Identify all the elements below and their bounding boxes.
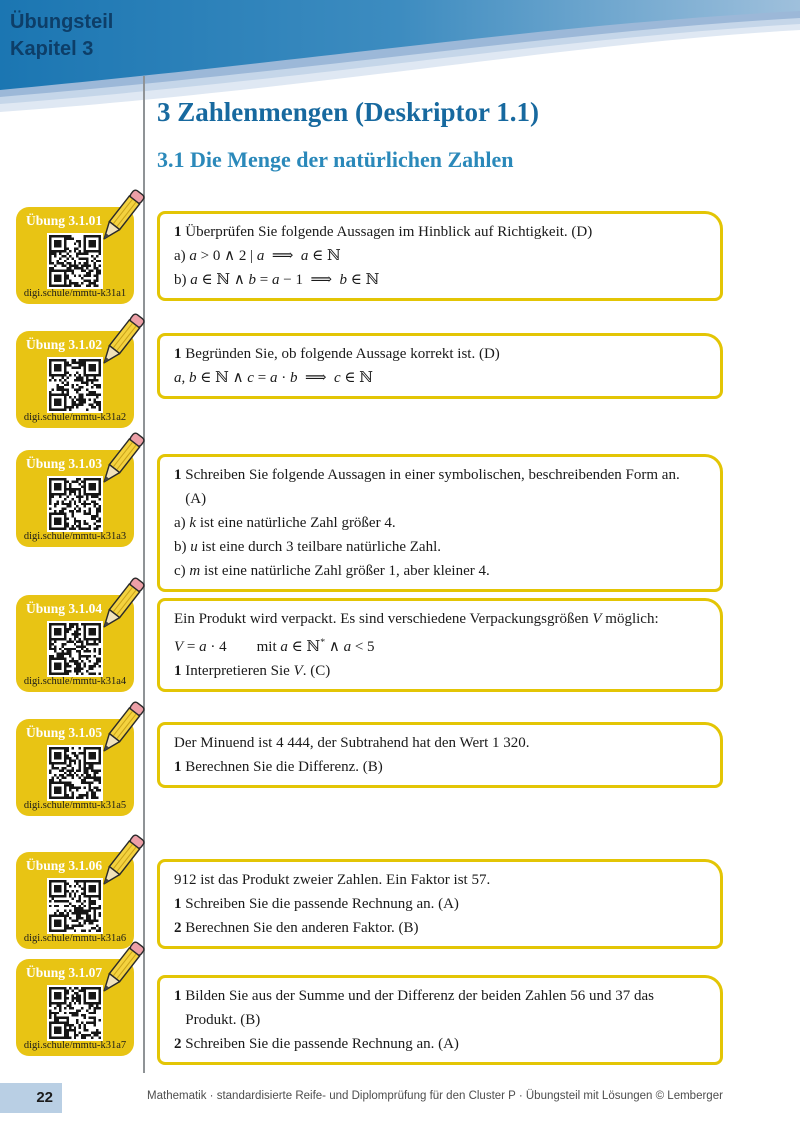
exercise-card: [16, 450, 134, 547]
exercise-box: [157, 454, 723, 592]
exercise-card-label: Übung 3.1.02: [26, 337, 103, 352]
text-segment: ∧: [325, 639, 344, 655]
exercise-box: [157, 722, 723, 788]
text-segment: c: [333, 370, 341, 386]
exercise-text-line: [174, 868, 706, 892]
qr-code[interactable]: [49, 235, 101, 287]
eyebrow-line-2: Kapitel 3: [10, 38, 94, 60]
exercise-card: [16, 959, 134, 1056]
text-segment: ist eine durch 3 teilbare natürliche Zahl.: [197, 539, 441, 555]
exercise-text-line: [174, 342, 706, 366]
text-segment: =: [256, 272, 273, 288]
exercise-text-line: [174, 535, 706, 559]
text-segment: a: [189, 248, 197, 264]
text-segment: ⟹: [264, 248, 301, 264]
qr-code[interactable]: [49, 478, 101, 530]
exercise-card-link[interactable]: digi.schule/mmtu-k31a6: [23, 933, 127, 944]
text-segment: b): [174, 539, 191, 555]
text-segment: Schreiben Sie die passende Rechnung an. (A): [181, 1036, 459, 1052]
qr-code-frame: [47, 985, 103, 1041]
text-segment: Berechnen Sie den anderen Faktor. (B): [181, 920, 419, 936]
text-segment: Schreiben Sie folgende Aussagen in einer symbolischen, beschreibenden Form an.: [181, 467, 680, 483]
text-segment: a: [199, 639, 207, 655]
qr-code-frame: [47, 878, 103, 934]
exercise-text-line: [174, 366, 706, 390]
text-segment: möglich:: [601, 611, 659, 627]
text-segment: · 4 mit: [206, 639, 281, 655]
text-segment: 2: [174, 920, 182, 936]
text-segment: 1: [174, 224, 182, 240]
text-segment: Bilden Sie aus der Summe und der Differenz der beiden Zahlen 56 und 37 das: [181, 988, 655, 1004]
text-segment: c): [174, 563, 190, 579]
exercise-text-line: [174, 731, 706, 755]
exercise-text-line: [174, 487, 706, 511]
text-segment: c: [247, 370, 254, 386]
text-segment: − 1 ⟹: [279, 272, 340, 288]
qr-code[interactable]: [49, 359, 101, 411]
text-segment: a: [256, 248, 265, 264]
exercise-text-line: [174, 916, 706, 940]
text-segment: b: [248, 272, 257, 288]
text-segment: Begründen Sie, ob folgende Aussage korrekt ist. (D): [181, 346, 500, 362]
exercise-text-line: [174, 984, 706, 1008]
text-segment: . (C): [302, 663, 331, 679]
exercise-card-link[interactable]: digi.schule/mmtu-k31a5: [23, 800, 127, 811]
text-segment: 1: [174, 896, 182, 912]
text-segment: ∈ ℕ: [340, 370, 373, 386]
text-segment: a: [174, 370, 182, 386]
text-segment: Ein Produkt wird verpackt. Es sind verschiedene Verpackungsgrößen: [174, 611, 593, 627]
qr-code[interactable]: [49, 880, 101, 932]
qr-code-frame: [47, 476, 103, 532]
exercise-card: [16, 719, 134, 816]
exercise-box: [157, 333, 723, 399]
exercise-text-line: [174, 244, 706, 268]
exercise-text-line: [174, 631, 706, 659]
exercise-card: [16, 852, 134, 949]
exercise-text-line: [174, 559, 706, 583]
exercise-card-label: Übung 3.1.04: [26, 601, 103, 616]
text-segment: a): [174, 248, 190, 264]
text-segment: b: [289, 370, 298, 386]
exercise-card-label: Übung 3.1.07: [26, 965, 103, 980]
text-segment: 1: [174, 346, 182, 362]
exercise-card: [16, 207, 134, 304]
text-segment: ∈ ℕ ∧: [197, 272, 249, 288]
text-segment: < 5: [351, 639, 375, 655]
exercise-text-line: [174, 463, 706, 487]
qr-code[interactable]: [49, 623, 101, 675]
text-segment: Überprüfen Sie folgende Aussagen im Hinblick auf Richtigkeit. (D): [181, 224, 593, 240]
text-segment: =: [183, 639, 200, 655]
text-segment: (A): [174, 491, 207, 507]
text-segment: k: [189, 515, 197, 531]
text-segment: a: [272, 272, 280, 288]
exercise-text-line: [174, 607, 706, 631]
text-segment: ∈ ℕ: [346, 272, 380, 288]
text-segment: 912 ist das Produkt zweier Zahlen. Ein Faktor ist 57.: [174, 872, 491, 888]
text-segment: a: [190, 272, 198, 288]
exercise-text-line: [174, 1008, 706, 1032]
text-segment: ,: [181, 370, 189, 386]
text-segment: Berechnen Sie die Differenz. (B): [181, 759, 383, 775]
text-segment: a: [343, 639, 352, 655]
column-divider: [143, 76, 145, 1073]
text-segment: b): [174, 272, 191, 288]
exercise-card: [16, 595, 134, 692]
text-segment: a: [280, 639, 288, 655]
text-segment: ∈ ℕ: [308, 248, 341, 264]
text-segment: ist eine natürliche Zahl größer 1, aber kleiner 4.: [200, 563, 490, 579]
text-segment: b: [339, 272, 347, 288]
text-segment: V: [174, 639, 184, 655]
text-segment: u: [190, 539, 198, 555]
text-segment: b: [189, 370, 197, 386]
qr-code-frame: [47, 233, 103, 289]
text-segment: Produkt. (B): [174, 1012, 261, 1028]
text-segment: V: [293, 663, 303, 679]
exercise-text-line: [174, 659, 706, 683]
footer-credit: Mathematik · standardisierte Reife- und Diplomprüfung für den Cluster P · Übungsteil mit Lösungen © Lemberger: [147, 1090, 723, 1102]
chapter-eyebrow: [10, 9, 113, 63]
exercise-card-label: Übung 3.1.06: [26, 858, 103, 873]
exercise-card-label: Übung 3.1.01: [26, 213, 103, 228]
eyebrow-line-1: Übungsteil: [10, 11, 114, 33]
text-segment: ∈ ℕ: [287, 639, 321, 655]
text-segment: Interpretieren Sie: [181, 663, 294, 679]
text-segment: ist eine natürliche Zahl größer 4.: [196, 515, 396, 531]
exercise-card-link[interactable]: digi.schule/mmtu-k31a7: [23, 1040, 127, 1051]
text-segment: a): [174, 515, 190, 531]
exercise-text-line: [174, 755, 706, 779]
text-segment: a: [300, 248, 309, 264]
page-title: 3 Zahlenmengen (Deskriptor 1.1): [157, 97, 539, 127]
qr-code-frame: [47, 357, 103, 413]
qr-code[interactable]: [49, 987, 101, 1039]
exercise-box: [157, 859, 723, 949]
exercise-card-link[interactable]: digi.schule/mmtu-k31a2: [23, 412, 127, 423]
exercise-text-line: [174, 1032, 706, 1056]
exercise-card: [16, 331, 134, 428]
text-segment: ∈ ℕ ∧: [196, 370, 248, 386]
text-segment: Schreiben Sie die passende Rechnung an. (A): [181, 896, 459, 912]
text-segment: ·: [277, 370, 290, 386]
text-segment: > 0 ∧ 2 |: [196, 248, 257, 264]
qr-code-frame: [47, 745, 103, 801]
text-segment: 1: [174, 663, 182, 679]
text-segment: V: [592, 611, 602, 627]
exercise-text-line: [174, 268, 706, 292]
text-segment: m: [189, 563, 201, 579]
exercise-card-link[interactable]: digi.schule/mmtu-k31a4: [23, 676, 127, 687]
text-segment: 1: [174, 759, 182, 775]
exercise-text-line: [174, 511, 706, 535]
text-segment: =: [253, 370, 270, 386]
exercise-card-label: Übung 3.1.03: [26, 456, 103, 471]
exercise-box: [157, 975, 723, 1065]
page-number-box: [0, 1083, 62, 1113]
page-number: 22: [36, 1089, 53, 1106]
exercise-box: [157, 211, 723, 301]
text-segment: 1: [174, 988, 182, 1004]
exercise-card-label: Übung 3.1.05: [26, 725, 103, 740]
text-segment: Der Minuend ist 4 444, der Subtrahend hat den Wert 1 320.: [174, 735, 530, 751]
qr-code-frame: [47, 621, 103, 677]
exercise-card-link[interactable]: digi.schule/mmtu-k31a3: [23, 531, 127, 542]
exercise-text-line: [174, 220, 706, 244]
text-segment: a: [269, 370, 278, 386]
exercise-card-link[interactable]: digi.schule/mmtu-k31a1: [23, 288, 127, 299]
qr-code[interactable]: [49, 747, 101, 799]
text-segment: 1: [174, 467, 182, 483]
text-segment: 2: [174, 1036, 182, 1052]
section-title: 3.1 Die Menge der natürlichen Zahlen: [157, 147, 514, 172]
exercise-box: [157, 598, 723, 692]
exercise-text-line: [174, 892, 706, 916]
text-segment: ⟹: [297, 370, 334, 386]
text-segment: *: [320, 637, 326, 648]
